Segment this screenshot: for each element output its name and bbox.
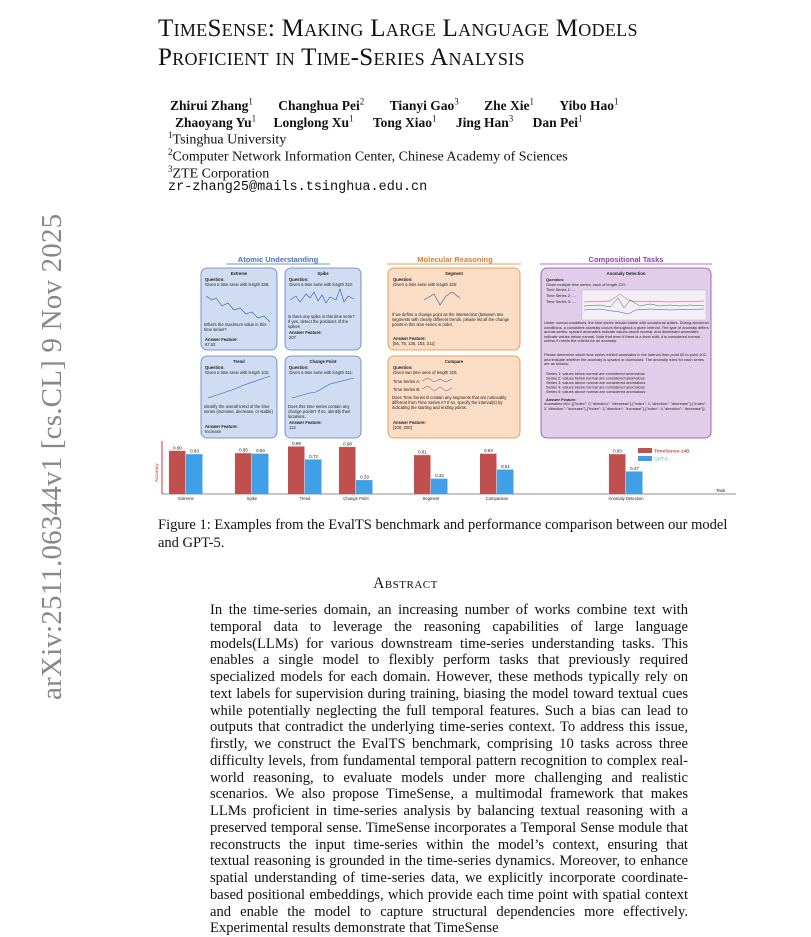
card-anomaly-detection: Anomaly Detection Question: Given multiple time series, each of length 220: Time Series 1: .... Time Series 2: .... Time Series 3: .... Under normal conditions, the time series remain stable with occasional spikes. During abnormal conditions, a consistent anomaly occurs throughout a given interval. The type of anomaly differs across series: upward anomalies indicate values above normal, and downward anomalies indicate values below normal. Note that even if there is a level shift, it is considered normal unless it meets the criteria for an anomaly. Please determine which time series exhibit anomalies in the interval from point 60 to point 102, and indicate whether the anomaly is upward or downward. The anomaly rules for each series are as follows: Series 1: values below normal are considered anomalous Series 2: values below normal are considered anomalous Series 3: values above normal are considered anomalous Series 4: values below normal are considered anomalous Series 5: values above normal are considered anomalous Answer Feature: Anomalies info: [{"index": 0,"direction": "decrease"},{"index": 1,"direction": "decrease"},{"index": 2,"direction": "increase"},{"index": 3,"direction": "increase"},{"index": 4,"direction": "decrease"}] <box>541 268 711 438</box>
section-atomic-label: Atomic Understanding <box>237 255 319 264</box>
svg-text:Series 4: values below normal: Series 4: values below normal are considered anomalous <box>546 384 645 390</box>
bar-value-label: 0.83 <box>190 448 199 454</box>
svg-text:112: 112 <box>289 425 296 430</box>
bar-timesense-change-point <box>339 447 356 494</box>
svg-text:Compare: Compare <box>444 359 464 364</box>
svg-text:Given multiple time series, ea: Given multiple time series, each of length 220: <box>546 282 626 287</box>
bar-gpt5-trend <box>305 459 322 494</box>
svg-text:Given a time serie with length: Given a time serie with length 322: <box>289 282 354 287</box>
bar-timesense-comparison <box>480 454 497 494</box>
bar-value-label: 0.84 <box>484 448 493 454</box>
svg-text:Increase: Increase <box>205 429 222 434</box>
legend-swatch-timesense <box>638 448 652 453</box>
svg-text:Given a time serie with length: Given a time serie with length 102: <box>205 370 270 375</box>
svg-text:Answer Feature:: Answer Feature: <box>393 336 426 341</box>
x-tick-label: Extreme <box>178 496 194 501</box>
author-row-2 <box>175 113 605 131</box>
x-tick-label: Comparison <box>485 496 509 501</box>
legend-swatch-gpt5 <box>638 456 652 461</box>
accuracy-bar-chart <box>154 441 736 501</box>
svg-text:Series 3: values above normal: Series 3: values above normal are considered anomalous <box>546 380 646 385</box>
author: Zhirui Zhang$^1$ <box>170 96 253 113</box>
svg-text:Trend: Trend <box>233 359 245 364</box>
bar-gpt5-spike <box>252 454 269 494</box>
affiliation: $^1$Tsinghua University <box>168 130 287 148</box>
bar-timesense-spike <box>235 453 252 494</box>
author-email: zr-zhang25@mails.tsinghua.edu.cn <box>168 180 428 195</box>
svg-text:Question:: Question: <box>205 365 225 370</box>
section-compositional-label: Compositional Tasks <box>588 255 664 264</box>
svg-text:Time Series A:: Time Series A: <box>393 379 421 384</box>
paper-title <box>158 14 638 72</box>
author: Zhe Xie$^1$ <box>484 96 534 113</box>
svg-text:67.52: 67.52 <box>205 342 216 347</box>
bar-value-label: 0.81 <box>418 449 427 455</box>
bar-value-label: 0.72 <box>309 453 318 459</box>
affiliation: $^2$Computer Network Information Center, Chinese Academy of Sciences <box>168 147 568 165</box>
svg-text:207: 207 <box>289 335 296 340</box>
card-compare: Compare Question: Given two time serie of length 320, Time Series A: Time Series B: Does Time Series B contain any segments that are noticeably different from Time Series A? If so, specify the interval(s) by indicating the starting and ending points. Answer Feature: [100, 200] <box>388 356 520 438</box>
svg-text:Answer Feature:: Answer Feature: <box>546 397 577 402</box>
x-tick-label: Change Point <box>343 496 369 501</box>
abstract-text: In the time-series domain, an increasing number of works combine text with temporal data to leverage the reasoning capabilities of large language models(LLMs) for various downstream time-series understanding tasks. This enables a single model to flexibly perform tasks that previously required specialized models for each domain. However, these methods typically rely on text labels for supervision during training, biasing the model toward textual cues while potentially neglecting the full temporal features. Such a bias can lead to outputs that contradict the underlying time-series context. To address this issue, firstly, we construct the EvalTS benchmark, comprising 10 tasks across three difficulty levels, from fundamental temporal pattern recognition to complex real-world reasoning, to evaluate models under more challenging and realistic scenarios. We also propose TimeSense, a multimodal framework that makes LLMs proficient in time-series analysis by balancing textual reasoning with a preserved temporal sense. TimeSense incorporates a Temporal Sense module that reconstructs the input time-series within the model’s context, ensuring that textual reasoning is grounded in the time-series dynamics. Moreover, to enhance spatial understanding of time-series data, we explicitly incorporate coordinate-based positional embeddings, which provide each time point with spatial context and enable the model to capture structural dependencies more effectively. Experimental results demonstrate that TimeSense <box>210 602 688 937</box>
author: Yibo Hao$^1$ <box>559 96 619 113</box>
card-segment: Segment Question: Given a time serie with length 325: If we define a change point as the intersection (between two segments with clearly different trends, please list all the change points in this time series in order. Answer Feature: [55, 75, 135, 153, 211] <box>388 268 520 350</box>
svg-text:Question:: Question: <box>289 365 309 370</box>
svg-text:Answer Feature:: Answer Feature: <box>289 420 322 425</box>
bar-value-label: 0.83 <box>613 448 622 454</box>
title-line-1: TimeSense: Making Large Language Models <box>158 15 638 42</box>
svg-text:Given a time serie with length: Given a time serie with length 325: <box>393 282 458 287</box>
author: Zhaoyang Yu$^1$ <box>175 113 257 130</box>
bar-gpt5-extreme <box>186 454 203 494</box>
svg-text:Change Point: Change Point <box>309 359 337 364</box>
bar-timesense-segment <box>414 455 431 494</box>
bar-value-label: 0.85 <box>239 447 248 453</box>
svg-text:Extreme: Extreme <box>230 271 248 276</box>
svg-text:Question:: Question: <box>393 277 413 282</box>
bar-gpt5-segment <box>431 479 448 494</box>
svg-text:Time Series 3: ....: Time Series 3: .... <box>546 299 577 304</box>
author: Tianyi Gao$^3$ <box>389 96 459 113</box>
y-axis-label: Accuracy <box>154 463 159 482</box>
bar-value-label: 0.84 <box>256 448 265 454</box>
figure-caption: Figure 1: Examples from the EvalTS benchmark and performance comparison between our model and GPT-5. <box>158 517 728 551</box>
bar-timesense-trend <box>288 446 305 494</box>
card-spike: Spike Question: Given a time serie with length 322: Is there any spike in this time serie? If yes, detect the positions of the spikes Answer Feature: 207 <box>285 268 361 350</box>
bar-value-label: 0.29 <box>360 474 369 480</box>
legend-label-timesense: TimeSense-14B <box>654 449 690 455</box>
author: Longlong Xu$^1$ <box>273 113 354 130</box>
x-tick-label: Spike <box>246 496 258 501</box>
x-tick-label: Trend <box>299 496 311 501</box>
svg-text:Question:: Question: <box>289 277 309 282</box>
bar-gpt5-change-point <box>356 480 373 494</box>
svg-text:Time Series B:: Time Series B: <box>393 387 421 392</box>
card-trend: Trend Question: Given a time serie with length 102: Identify the overall trend of the time series (increase, decrease, or stable) Answer Feature: Increase <box>201 356 277 438</box>
svg-text:Question:: Question: <box>393 365 413 370</box>
svg-text:Series 5: values above normal: Series 5: values above normal are considered anomalous <box>546 389 646 394</box>
figure-1 <box>150 248 740 504</box>
bar-timesense-anomaly-detection <box>609 454 626 494</box>
bar-value-label: 0.51 <box>501 464 510 470</box>
abstract-heading: Abstract <box>373 575 438 592</box>
svg-text:Series 1: values below normal: Series 1: values below normal are considered anomalous <box>546 371 645 376</box>
svg-text:Question:: Question: <box>546 277 565 282</box>
card-extreme: Extreme Question: Given a time serie with length 336: What's the maximum value in this time series? Answer Feature: 67.52 <box>201 268 277 350</box>
card-change-point: Change Point Question: Given a time serie with length 311: Does this time series contain any change points? If so, identify their locations. Answer Feature: 112 <box>285 356 361 438</box>
svg-text:Series 2: values below normal: Series 2: values below normal are considered anomalous <box>546 375 645 381</box>
svg-text:Answer Feature:: Answer Feature: <box>393 420 426 425</box>
arxiv-stamp: arXiv:2511.06344v1 [cs.CL] 9 Nov 2025 <box>36 213 68 700</box>
author: Tong Xiao$^1$ <box>372 113 437 130</box>
svg-text:Given a time serie with length: Given a time serie with length 311: <box>289 370 353 375</box>
section-molecular-label: Molecular Reasoning <box>417 255 493 264</box>
bar-value-label: 0.90 <box>173 445 182 451</box>
bar-value-label: 0.47 <box>630 465 639 471</box>
x-axis-label: Task <box>716 488 726 493</box>
svg-text:Anomaly Detection: Anomaly Detection <box>606 271 646 276</box>
svg-text:Given a time serie with length: Given a time serie with length 336: <box>205 282 270 287</box>
x-tick-label: Anomaly Detection <box>608 496 644 501</box>
author-row-1 <box>170 96 641 114</box>
bar-gpt5-comparison <box>497 470 514 494</box>
bar-value-label: 0.32 <box>435 473 444 479</box>
svg-text:Time Series 1: ....: Time Series 1: .... <box>546 287 577 292</box>
title-line-2: Proficient in Time-Series Analysis <box>158 44 525 71</box>
svg-text:Spike: Spike <box>317 271 329 276</box>
bar-value-label: 0.98 <box>343 441 352 447</box>
author: Jing Han$^3$ <box>455 113 514 130</box>
author: Changhua Pei$^2$ <box>278 96 365 113</box>
bar-value-label: 0.99 <box>292 440 301 446</box>
svg-text:Time Series 2: ....: Time Series 2: .... <box>546 293 577 298</box>
chart-legend <box>638 448 690 463</box>
svg-text:Question:: Question: <box>205 277 225 282</box>
affiliation: $^3$ZTE Corporation <box>168 164 270 182</box>
bar-timesense-extreme <box>169 451 186 494</box>
svg-text:[55, 75, 135, 153, 211]: [55, 75, 135, 153, 211] <box>393 341 435 346</box>
svg-text:Segment: Segment <box>445 271 463 276</box>
x-tick-label: Segment <box>422 496 440 501</box>
svg-text:Answer Feature:: Answer Feature: <box>205 424 238 429</box>
svg-text:Answer Feature:: Answer Feature: <box>205 337 238 342</box>
author: Dan Pei$^1$ <box>532 113 583 130</box>
bar-gpt5-anomaly-detection <box>626 471 643 494</box>
svg-text:Given two time serie of length: Given two time serie of length 320, <box>393 370 458 375</box>
legend-label-gpt5: GPT-5 <box>654 457 668 463</box>
svg-text:[100, 200]: [100, 200] <box>393 425 412 430</box>
svg-text:Answer Feature:: Answer Feature: <box>289 330 322 335</box>
